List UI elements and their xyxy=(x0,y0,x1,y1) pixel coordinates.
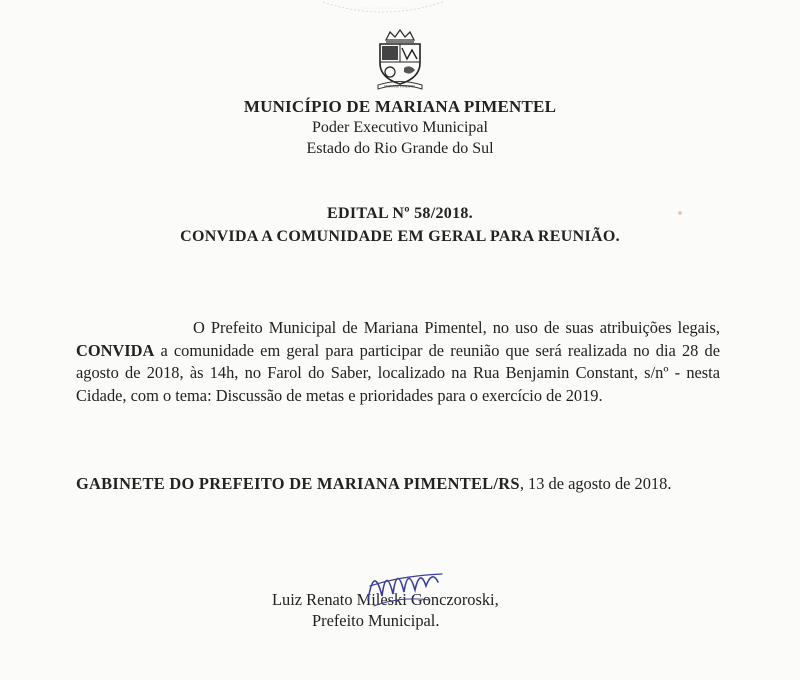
executive-branch: Poder Executivo Municipal xyxy=(312,119,488,136)
paper-speck xyxy=(678,211,682,215)
invite-keyword: CONVIDA xyxy=(76,340,155,360)
state-name: Estado do Rio Grande do Sul xyxy=(306,140,494,157)
handwritten-signature-icon xyxy=(360,556,450,616)
signer-title: Prefeito Municipal. xyxy=(312,611,440,630)
paragraph-text-start: O Prefeito Municipal de Mariana Pimentel, no uso de suas atribuições legais, xyxy=(193,318,720,337)
municipal-crest-icon xyxy=(377,28,423,90)
paragraph-text-end: a comunidade em geral para participar de reunião que será realizada no dia 28 de agosto de 2018, às 14h, no Farol do Saber, localizado na Rua Benjamin Constant, s/nº - nesta Cidade, com o tema: Discussão de metas e prioridades para o exercício de 2019. xyxy=(76,340,720,405)
signer-name: Luiz Renato Mileski Gonczoroski, xyxy=(272,590,499,609)
crest-banner-text: MARIANA PIMENTEL xyxy=(384,84,416,89)
invitation-paragraph xyxy=(76,317,720,407)
edict-subject: CONVIDA A COMUNIDADE EM GERAL PARA REUNIÃO. xyxy=(180,228,620,245)
closing-date: , 13 de agosto de 2018. xyxy=(519,474,672,493)
municipality-name: MUNICÍPIO DE MARIANA PIMENTEL xyxy=(243,97,557,116)
office-name: GABINETE DO PREFEITO DE MARIANA PIMENTEL/RS xyxy=(76,474,520,493)
closing-line xyxy=(76,473,720,496)
edict-number: EDITAL Nº 58/2018. xyxy=(327,205,473,222)
faint-stamp xyxy=(318,0,448,20)
